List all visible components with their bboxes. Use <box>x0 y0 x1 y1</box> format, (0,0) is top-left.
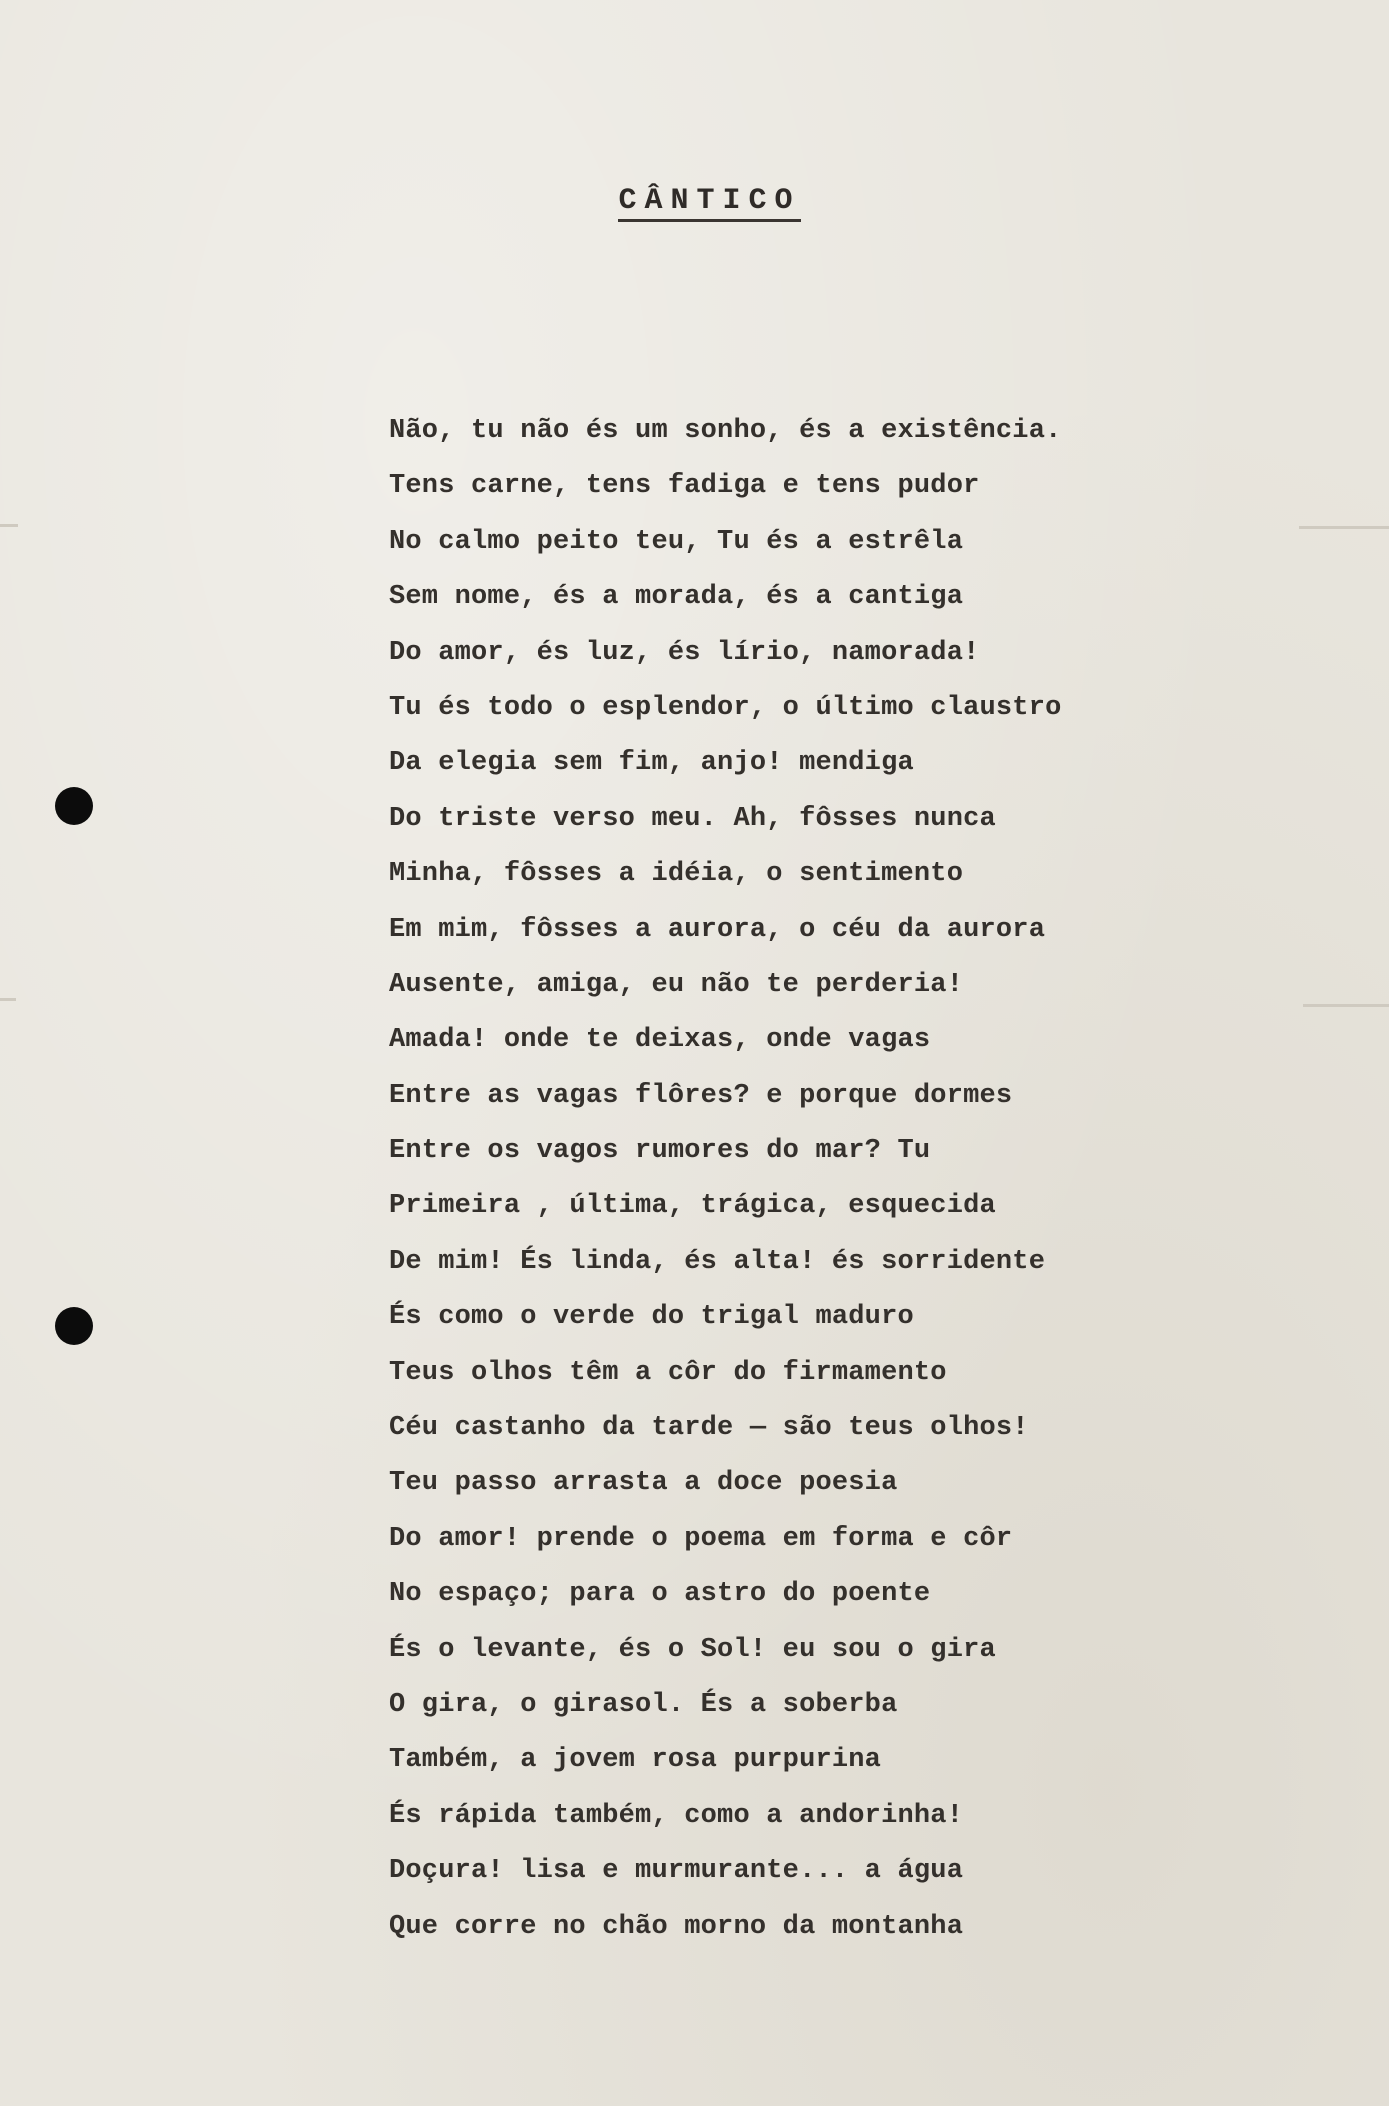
poem-line: Amada! onde te deixas, onde vagas <box>389 1025 931 1056</box>
left-edge-mark <box>0 524 18 527</box>
poem-line: Tu és todo o esplendor, o último claustro <box>389 692 1062 723</box>
poem-line: Do triste verso meu. Ah, fôsses nunca <box>389 803 996 834</box>
poem-line: És o levante, és o Sol! eu sou o gira <box>389 1634 996 1665</box>
poem-line: O gira, o girasol. És a soberba <box>389 1689 898 1720</box>
poem-line: Primeira , última, trágica, esquecida <box>389 1191 996 1222</box>
poem-line: Entre os vagos rumores do mar? Tu <box>389 1136 931 1167</box>
poem-title <box>15 184 1389 218</box>
poem-line: Céu castanho da tarde — são teus olhos! <box>389 1413 1029 1444</box>
poem-body <box>389 404 1149 1955</box>
poem-line: Também, a jovem rosa purpurina <box>389 1745 882 1776</box>
poem-line: Teu passo arrasta a doce poesia <box>389 1468 898 1499</box>
poem-line: Ausente, amiga, eu não te perderia! <box>389 969 964 1000</box>
poem-line: Do amor, és luz, és lírio, namorada! <box>389 637 980 668</box>
right-edge-mark <box>1303 1004 1389 1007</box>
poem-line: Minha, fôsses a idéia, o sentimento <box>389 859 964 890</box>
poem-line: Entre as vagas flôres? e porque dormes <box>389 1080 1013 1111</box>
poem-line: Não, tu não és um sonho, és a existência. <box>389 416 1062 446</box>
poem-line: Em mim, fôsses a aurora, o céu da aurora <box>389 914 1046 945</box>
punch-hole <box>55 1307 93 1345</box>
poem-line: És como o verde do trigal maduro <box>389 1302 914 1333</box>
right-edge-mark <box>1299 526 1389 529</box>
poem-line: Da elegia sem fim, anjo! mendiga <box>389 748 914 779</box>
poem-line: Tens carne, tens fadiga e tens pudor <box>389 471 980 502</box>
poem-line: Teus olhos têm a côr do firmamento <box>389 1357 947 1388</box>
poem-title-text: CÂNTICO <box>618 184 800 222</box>
poem-line: No espaço; para o astro do poente <box>389 1579 931 1610</box>
poem-line: No calmo peito teu, Tu és a estrêla <box>389 526 964 557</box>
poem-line: De mim! És linda, és alta! és sorridente <box>389 1246 1046 1277</box>
poem-line: Que corre no chão morno da montanha <box>389 1911 964 1942</box>
poem-line: Sem nome, és a morada, és a cantiga <box>389 582 964 613</box>
poem-line: És rápida também, como a andorinha! <box>389 1800 964 1831</box>
punch-hole <box>55 787 93 825</box>
poem-line: Do amor! prende o poema em forma e côr <box>389 1523 1013 1554</box>
left-edge-mark <box>0 998 16 1001</box>
poem-line: Doçura! lisa e murmurante... a água <box>389 1856 964 1887</box>
